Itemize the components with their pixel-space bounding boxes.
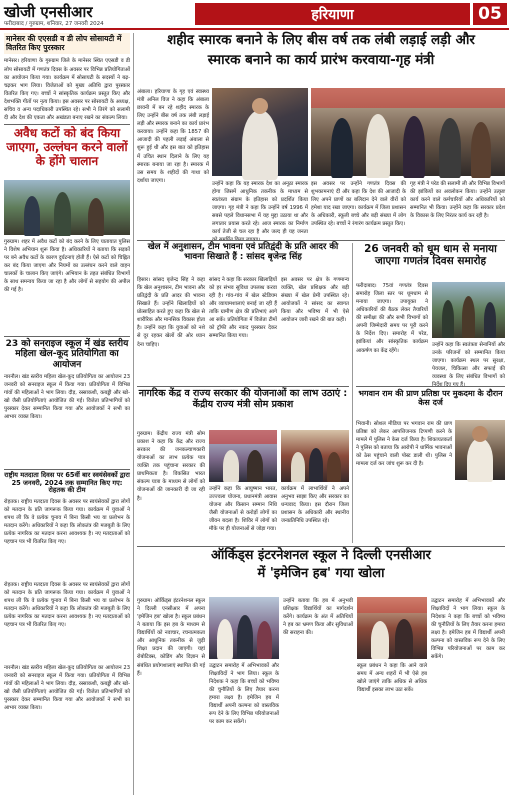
schemes-col-1	[137, 430, 205, 542]
lead-photo-2	[311, 88, 505, 176]
story-illegal-cuts-text	[4, 238, 130, 334]
story-illegal-cuts-headline: अवैध कटों को बंद किया जाएगा, उल्लंघन करने वालों के होंगे चालान	[6, 126, 128, 168]
republic-body-2: उन्होंने कहा कि स्वतंत्रता सेनानियों और उनके परिजनों को सम्मानित किया जाएगा। कार्यक्रम स्थल पर सुरक्षा, पेयजल, चिकित्सा और सफाई की व्यवस्था के लिए संबंधित विभागों को	[432, 342, 505, 381]
orchids-body-2: उद्घाटन समारोह में अभिभावकों और शिक्षाविदों ने भाग लिया। स्कूल के निदेशक ने कहा कि बच्चों को भविष्य की चुनौतियों के लिए तैयार करना हमारा लक्ष्य है। इमेजिन हब में विद्यार्थी अपनी कल्पना को वास्तविक रूप देने के लिए विभिन्न परियोजनाओं पर काम कर सकेंगे।	[209, 663, 279, 726]
story-republic-day	[356, 243, 505, 277]
sports-body-2: सांसद ने कहा कि सरकार खिलाड़ियों को हर संभव सुविधा उपलब्ध करवा रही है। गांव-गांव में खेल स्टेडियम और व्यायामशालाएं बनाई जा रही हैं ताकि ग्रामीण क्षेत्र की प्रतिभाएं आगे आ सकें। प्रतियोगिता में विजेता टीमों को ट्रॉफी और नकद पुरस्कार देकर सम्मानित किया गया।	[209, 277, 277, 340]
sports-headline: खेल में अनुशासन, टीम भावना एवं प्रतिद्वंदी के प्रति आदर की भावना सिखाते हैं : सांसद बृजेन्द्र सिंह	[147, 242, 339, 262]
story-voters-headline: राष्ट्रीय मतदाता दिवस पर 65वीं बार स्वयंसेवकों द्वारा 25 जनवरी, 2024 तक सम्मानित किए गए: रोहतक की टीम	[4, 471, 130, 495]
story-sports	[137, 243, 349, 273]
lead-col-3	[311, 180, 406, 238]
schemes-body-3: कार्यक्रम में लाभार्थियों ने अपने अनुभव साझा किए और सरकार का धन्यवाद किया। इस दौरान जिला प्रशासन के अधिकारी और स्थानीय जनप्रतिनिधि उपस्थित रहे।	[281, 486, 349, 525]
divider	[356, 386, 505, 387]
orchids-col-5	[431, 597, 505, 795]
divider	[4, 469, 130, 470]
story-school-sports-headline: 23 को सनराइज स्कूल में खंड स्तरीय महिला खेल-कूद प्रतियोगिता का आयोजन	[5, 339, 129, 370]
sports-col-3	[281, 276, 349, 382]
lead-body-4: गृह मंत्री ने परेड की सलामी ली और विभिन्न विभागों की झांकियों का अवलोकन किया। उन्होंने उत्कृष्ट कार्य करने वाले कर्मचारियों और अधिकारियों को सम्मानित भी किया। उन्होंने कहा कि सरकार प्रदेश के विकास के लिए निरंतर कार्य कर रही है।	[410, 181, 505, 220]
lead-headline-line1: शहीद स्मारक बनाने के लिए बीस वर्ष तक लंबी लड़ाई लड़ी और	[167, 32, 475, 48]
sports-body-3: इस अवसर पर क्षेत्र के गणमान्य व्यक्ति, खेल प्रशिक्षक और बड़ी संख्या में खेल प्रेमी उपस्थित रहे। आयोजकों ने सांसद का स्वागत किया और भविष्य में भी ऐसे आयोजन जारी रखने की बात कही।	[281, 277, 349, 324]
orchids-headline-line2: में 'इमेजिन हब' गया खोला	[257, 565, 385, 581]
story-pension	[4, 33, 130, 121]
republic-body-1: फरीदाबाद। 75वां गणतंत्र दिवस समारोह जिला स्तर पर धूमधाम से मनाया जाएगा। उपायुक्त ने अधिकारियों की बैठक लेकर तैयारियों की समीक्षा की और सभी विभागों को अपनी जिम्मेदारी समय पर पूरी करने के निर्देश दिए। समारोह में परेड, झांकियां और सांस्कृतिक कार्यक्रम आकर्षण का केंद्र रहेंगे।	[356, 283, 428, 354]
section-label: हरियाणा	[311, 7, 354, 23]
lead-col-1	[137, 88, 209, 238]
divider	[4, 124, 130, 125]
paper-dateline: फरीदाबाद / गुरुग्राम, शनिवार, 27 जनवरी 2024	[4, 21, 104, 27]
divider	[4, 336, 130, 337]
section-banner	[195, 3, 470, 25]
column-divider	[133, 33, 134, 795]
orchids-photo-2	[357, 597, 427, 659]
story-voters	[4, 472, 130, 796]
story-school-sports	[4, 339, 130, 467]
sports-col-1	[137, 276, 205, 382]
orchids-photo-1	[209, 597, 279, 659]
sports-col-2	[209, 276, 277, 382]
story-voters-body-3: नारनौल। खंड स्तरीय महिला खेल-कूद प्रतियोगिता का आयोजन 23 जनवरी को सनराइज स्कूल में किया गया। प्रतियोगिता में विभिन्न गांवों की महिलाओं ने भाग लिया। दौड़, रस्साकशी, कबड्डी और खो-खो जैसी प्रतियोगिताएं आयोजित की गईं। विजेता प्रतिभागियों को पुरस्कार देकर सम्मानित किया गया और आयोजकों ने सभी का आभार व्यक्त किया।	[4, 664, 130, 712]
paper-name: खोजी एनसीआर	[4, 3, 93, 21]
schemes-body-2: उन्होंने कहा कि आयुष्मान भारत, उज्ज्वला योजना, प्रधानमंत्री आवास योजना और किसान सम्मान निधि जैसी योजनाओं से करोड़ों लोगों का जीवन बदला है। शिविर में लोगों को मौके पर ही योजनाओं से जोड़ा गया।	[209, 486, 277, 533]
comment-body: भिवानी। सोशल मीडिया पर भगवान राम की प्राण प्रतिष्ठा को लेकर आपत्तिजनक टिप्पणी करने के मामले में पुलिस ने केस दर्ज किया है। शिकायतकर्ता ने पुलिस को बताया कि आरोपी ने धार्मिक भावनाओं को ठेस पहुंचाने वाली पोस्ट डाली थी। पुलिस ने मामला दर्ज कर जांच शुरू कर दी है।	[356, 421, 452, 468]
republic-col-1	[356, 282, 428, 372]
schemes-photo-1	[209, 430, 277, 482]
lead-photo-1	[212, 88, 308, 176]
orchids-col-1	[137, 597, 205, 795]
comment-photo	[455, 420, 505, 480]
lead-col-2	[212, 180, 308, 238]
masthead-rule	[0, 28, 509, 30]
story-lead	[137, 33, 505, 85]
divider	[137, 546, 505, 547]
page-number: 05	[473, 3, 507, 25]
comment-col	[356, 420, 452, 542]
republic-headline: 26 जनवरी को धूम धाम से मनाया जाएगा गणतंत्र दिवस समारोह	[364, 243, 497, 268]
story-schemes	[137, 389, 349, 425]
republic-photo	[432, 282, 505, 338]
schemes-headline: नागरिक केंद्र व राज्य सरकार की योजनाओं का लाभ उठाएं : केंद्रीय राज्य मंत्री सोम प्रकाश	[138, 388, 348, 410]
lead-body-1: अंबाला। हरियाणा के गृह एवं स्वास्थ्य मंत्री अनिल विज ने कहा कि अंबाला छावनी में बन रहे शहीद स्मारक के लिए उन्होंने बीस वर्ष तक लंबी लड़ाई लड़ी और स्मारक बनाने का कार्य प्रारंभ करवाया। उन्होंने कहा कि 1857 की आजादी की पहली लड़ाई अंबाला से शुरू हुई थी और इस बात को इतिहास में उचित स्थान दिलाने के लिए यह स्मारक बनाया जा रहा है। स्मारक में उस समय के शहीदों की गाथा को दर्शाया जाएगा।	[137, 89, 209, 184]
column-divider	[352, 243, 353, 543]
divider	[137, 386, 349, 387]
orchids-col-4	[357, 662, 427, 795]
story-pension-body: मानेसर। हरियाणा के गुरुग्राम जिले के मानेसर स्थित एएसडी व डी लोप सोसायटी में गणतंत्र दिवस के अवसर पर विभिन्न प्रतियोगिताओं का आयोजन किया गया। कार्यक्रम में सोसायटी के सदस्यों ने बढ़-चढ़कर भाग लिया। विजेताओं को मुख्य अतिथि द्वारा पुरस्कार वितरित किए गए। बच्चों ने सांस्कृतिक कार्यक्रम प्रस्तुत किए और देशभक्ति गीतों पर नृत्य किया। इस अवसर पर सोसायटी के अध्यक्ष, सचिव व अन्य पदाधिकारी उपस्थित रहे। सभी ने तिरंगे को सलामी दी और देश की एकता और अखंडता बनाए रखने का संकल्प लिया।	[4, 58, 130, 121]
divider	[137, 240, 505, 241]
story-voters-body: रोहतक। राष्ट्रीय मतदाता दिवस के अवसर पर स्वयंसेवकों द्वारा लोगों को मतदान के प्रति जागरूक किया गया। कार्यक्रम में युवाओं ने शपथ ली कि वे प्रत्येक चुनाव में बिना किसी भय या प्रलोभन के मतदान करेंगे। अधिकारियों ने कहा कि लोकतंत्र की मजबूती के लिए प्रत्येक नागरिक का मतदान करना आवश्यक है। नए मतदाताओं को पहचान पत्र भी वितरित किए गए।	[4, 498, 130, 546]
orchids-col-2	[209, 662, 279, 795]
schemes-col-3	[281, 485, 349, 543]
orchids-body-5: उद्घाटन समारोह में अभिभावकों और शिक्षाविदों ने भाग लिया। स्कूल के निदेशक ने कहा कि बच्चों को भविष्य की चुनौतियों के लिए तैयार करना हमारा लक्ष्य है। इमेजिन हब में विद्यार्थी अपनी कल्पना को वास्तविक रूप देने के लिए विभिन्न परियोजनाओं पर काम कर सकेंगे।	[431, 598, 505, 661]
orchids-body-1: गुरुग्राम। ऑर्किड्स इंटरनेशनल स्कूल ने दिल्ली एनसीआर में अपना 'इमेजिन हब' खोला है। स्कूल प्रबंधन ने बताया कि इस हब के माध्यम से विद्यार्थियों को नवाचार, रचनात्मकता और आधुनिक तकनीक से जुड़ी शिक्षा प्रदान की जाएगी। यहां रोबोटिक्स, कोडिंग और विज्ञान से संबंधित प्रयोगशालाएं स्थापित की गई हैं।	[137, 598, 205, 677]
masthead	[0, 0, 509, 30]
story-pension-headline: मानेसर की एएसडी व डी लोप सोसायटी में वितरित किए पुरस्कार	[4, 33, 130, 54]
lead-body-2: उन्होंने कहा कि यह स्मारक देश का अनूठा स्मारक होगा जिसमें आधुनिक तकनीक के माध्यम से स्वतंत्रता संग्राम के इतिहास को प्रदर्शित किया जाएगा। गृह मंत्री ने कहा कि उन्होंने वर्ष 1996 में सबसे पहले विधानसभा में यह मुद्दा उठाया था और लगातार प्रयास करते रहे। आज स्मारक का निर्माण कार्य तेजी से चल रहा है और जल्द ही यह जनता	[212, 181, 308, 236]
police-photo	[4, 180, 130, 235]
schemes-body-1: गुरुग्राम। केंद्रीय राज्य मंत्री सोम प्रकाश ने कहा कि केंद्र और राज्य सरकार की जनकल्याणकारी योजनाओं का लाभ प्रत्येक पात्र व्यक्ति तक पहुंचाना सरकार की प्राथमिकता है। विकसित भारत संकल्प यात्रा के माध्यम से लोगों को योजनाओं की जानकारी दी जा रही है।	[137, 431, 205, 502]
masthead-brand	[2, 2, 192, 28]
orchids-body-4: स्कूल प्रबंधन ने कहा कि आने वाले समय में अन्य शहरों में भी ऐसे हब खोले जाएंगे ताकि अधिक से अधिक विद्यार्थी इसका लाभ उठा सकें।	[357, 663, 427, 694]
lead-body-3: इस अवसर पर उन्होंने गणतंत्र दिवस की शुभकामनाएं दीं और कहा कि देश की आजादी के लिए अपने प्राणों का बलिदान देने वाले वीरों को हमेशा याद रखा जाएगा। कार्यक्रम में जिला प्रशासन के अधिकारी, स्कूली बच्चे और बड़ी संख्या में लोग उपस्थित रहे। बच्चों ने रंगारंग कार्यक्रम प्रस्तुत किए।	[311, 181, 406, 228]
republic-col-2	[432, 341, 505, 383]
story-illegal-cuts-body: गुरुग्राम। शहर में अवैध कटों को बंद करने के लिए यातायात पुलिस ने विशेष अभियान शुरू किया है। अधिकारियों ने बताया कि सड़कों पर बने अवैध कटों के कारण दुर्घटनाएं होती हैं। ऐसे कटों को चिह्नित कर बंद किया जाएगा और नियमों का उल्लंघन करने वाले वाहन चालकों के चालान किए जाएंगे। अभियान के तहत संबंधित विभागों के साथ समन्वय किया जा रहा है और लोगों से सहयोग की अपील की गई है।	[4, 239, 130, 294]
lead-headline-line2: स्मारक बनाने का कार्य प्रारंभ करवाया-गृह मंत्री	[207, 51, 435, 68]
orchids-col-3	[283, 597, 353, 717]
story-voters-body-2: रोहतक। राष्ट्रीय मतदाता दिवस के अवसर पर स्वयंसेवकों द्वारा लोगों को मतदान के प्रति जागरूक किया गया। कार्यक्रम में युवाओं ने शपथ ली कि वे प्रत्येक चुनाव में बिना किसी भय या प्रलोभन के मतदान करेंगे। अधिकारियों ने कहा कि लोकतंत्र की मजबूती के लिए प्रत्येक नागरिक का मतदान करना आवश्यक है। नए मतदाताओं को पहचान पत्र भी वितरित किए गए।	[4, 581, 130, 629]
story-school-sports-body: नारनौल। खंड स्तरीय महिला खेल-कूद प्रतियोगिता का आयोजन 23 जनवरी को सनराइज स्कूल में किया गया। प्रतियोगिता में विभिन्न गांवों की महिलाओं ने भाग लिया। दौड़, रस्साकशी, कबड्डी और खो-खो जैसी प्रतियोगिताएं आयोजित की गईं। विजेता प्रतिभागियों को पुरस्कार देकर सम्मानित किया गया और आयोजकों ने सभी का आभार व्यक्त किया।	[4, 374, 130, 421]
story-comment	[356, 389, 505, 415]
schemes-photo-2	[281, 430, 349, 482]
orchids-headline-line1: ऑर्किड्स इंटरनेशनल स्कूल ने दिल्ली एनसीआर	[211, 548, 431, 563]
story-orchids	[137, 549, 505, 593]
sports-body-1: हिसार। सांसद बृजेन्द्र सिंह ने कहा कि खेल अनुशासन, टीम भावना और प्रतिद्वंदी के प्रति आदर की भावना सिखाते हैं। उन्होंने खिलाड़ियों को प्रोत्साहित करते हुए कहा कि खेल से शारीरिक और मानसिक विकास होता है। उन्होंने कहा कि युवाओं को नशे से दूर रहकर खेलों की ओर ध्यान देना चाहिए।	[137, 277, 205, 348]
orchids-body-3: उन्होंने बताया कि हब में अनुभवी प्रशिक्षक विद्यार्थियों का मार्गदर्शन करेंगे। कार्यक्रम के अंत में अतिथियों ने हब का भ्रमण किया और सुविधाओं की सराहना की।	[283, 598, 353, 637]
lead-col-4	[410, 180, 505, 238]
schemes-col-2	[209, 485, 277, 543]
comment-headline: भगवान राम की प्राण प्रतिष्ठा पर मुकदमा के दौरान केस दर्ज	[358, 389, 503, 408]
